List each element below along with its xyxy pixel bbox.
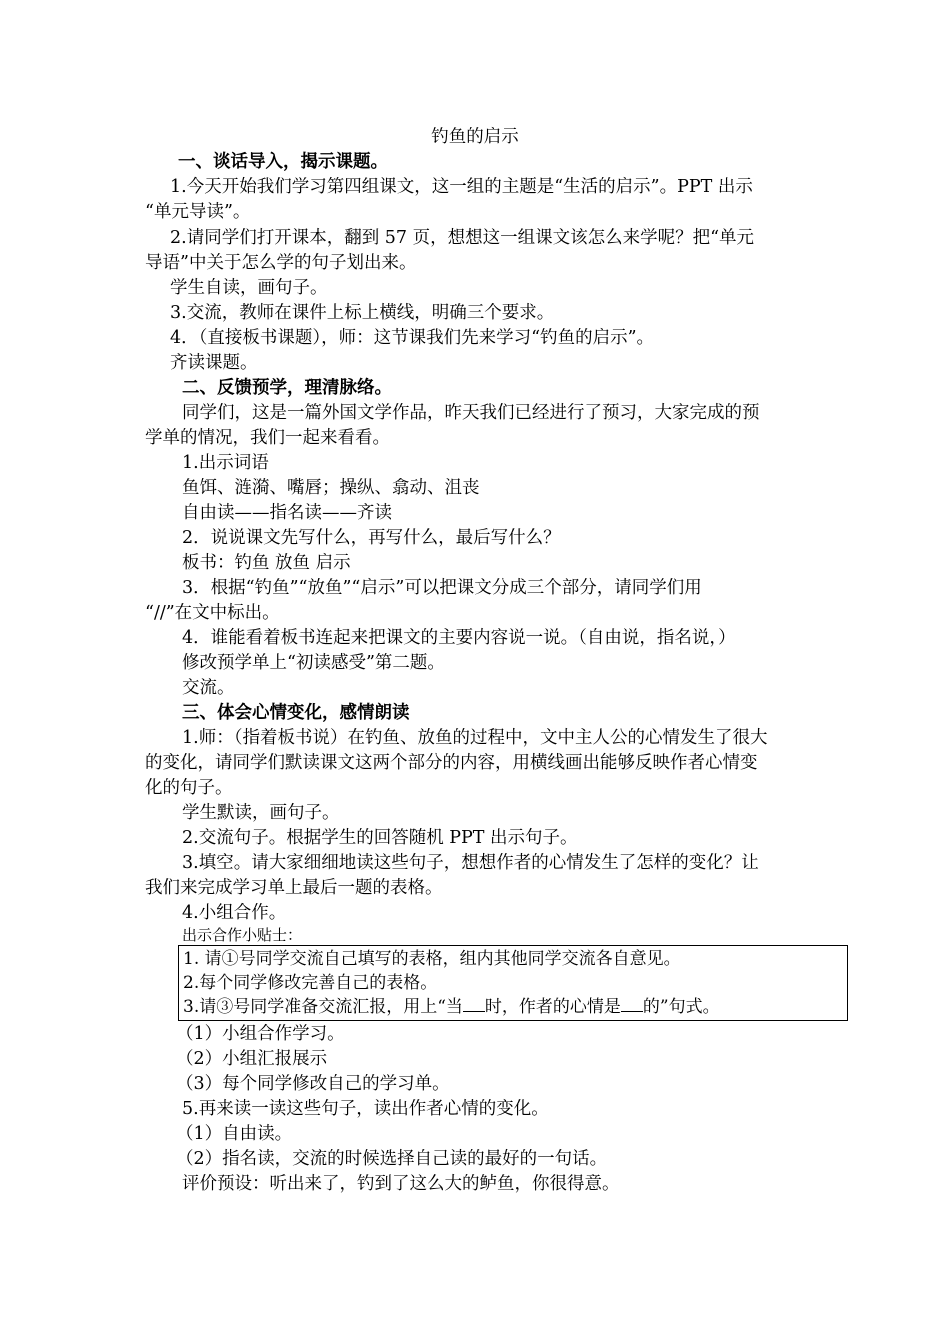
paragraph-line: 板书：钓鱼 放鱼 启示 [182, 553, 351, 573]
fill-blank [463, 995, 485, 1012]
paragraph-line: “//”在文中标出。 [145, 603, 280, 623]
tip-item-3-part-2: 时，作者的心情是 [484, 997, 621, 1017]
section-heading-1: 一、谈话导入，揭示课题。 [178, 152, 388, 172]
paragraph-line: 学生默读，画句子。 [182, 803, 340, 823]
paragraph-line: 5.再来读一读这些句子，读出作者心情的变化。 [182, 1099, 549, 1119]
paragraph-line: 鱼饵、涟漪、嘴唇；操纵、翕动、沮丧 [182, 478, 480, 498]
tip-item-2: 2.每个同学修改完善自己的表格。 [183, 973, 438, 993]
paragraph-line: 的变化，请同学们默读课文这两个部分的内容，用横线画出能够反映作者心情变 [145, 753, 758, 773]
tips-label: 出示合作小贴士： [182, 926, 303, 944]
paragraph-line: 2．说说课文先写什么，再写什么，最后写什么？ [182, 528, 561, 548]
tip-item-3-part-1: 3.请③号同学准备交流汇报，用上“当 [183, 997, 463, 1017]
paragraph-line: 学生自读，画句子。 [170, 278, 328, 298]
paragraph-line: 1.出示词语 [182, 453, 269, 473]
paragraph-line: 齐读课题。 [170, 353, 258, 373]
section-heading-3: 三、体会心情变化，感情朗读 [182, 703, 410, 723]
paragraph-line: 1.师：（指着板书说）在钓鱼、放鱼的过程中，文中主人公的心情发生了很大 [182, 728, 768, 748]
paragraph-line: 3.填空。请大家细细地读这些句子，想想作者的心情发生了怎样的变化？让 [182, 853, 759, 873]
paragraph-line: 化的句子。 [145, 778, 233, 798]
cooperation-tips-box [178, 945, 848, 1021]
paragraph-line: 我们来完成学习单上最后一题的表格。 [145, 878, 443, 898]
paragraph-line: （3）每个同学修改自己的学习单。 [176, 1074, 450, 1094]
paragraph-line: 交流。 [182, 678, 235, 698]
paragraph-line: 评价预设：听出来了，钓到了这么大的鲈鱼，你很得意。 [182, 1174, 620, 1194]
paragraph-line: （1）小组合作学习。 [176, 1024, 345, 1044]
paragraph-line: 2.交流句子。根据学生的回答随机 PPT 出示句子。 [182, 828, 578, 848]
paragraph-line: （1）自由读。 [176, 1124, 293, 1144]
paragraph-line: 4．（直接板书课题），师：这节课我们先来学习“钓鱼的启示”。 [170, 328, 655, 348]
paragraph-line: 自由读——指名读——齐读 [182, 503, 392, 523]
document-title: 钓鱼的启示 [431, 127, 519, 147]
paragraph-line: 4.小组合作。 [182, 903, 287, 923]
paragraph-line: 同学们，这是一篇外国文学作品，昨天我们已经进行了预习，大家完成的预 [182, 403, 760, 423]
fill-blank [621, 995, 643, 1012]
tip-item-3-part-3: 的”句式。 [642, 997, 720, 1017]
paragraph-line: （2）指名读，交流的时候选择自己读的最好的一句话。 [176, 1149, 608, 1169]
section-heading-2: 二、反馈预学，理清脉络。 [182, 378, 392, 398]
paragraph-line: 3.交流，教师在课件上标上横线，明确三个要求。 [170, 303, 555, 323]
tip-item-3 [183, 995, 720, 1019]
tip-item-1: 1. 请①号同学交流自己填写的表格，组内其他同学交流各自意见。 [183, 949, 681, 969]
paragraph-line: 3．根据“钓鱼”“放鱼”“启示”可以把课文分成三个部分，请同学们用 [182, 578, 702, 598]
paragraph-line: “单元导读”。 [145, 202, 251, 222]
paragraph-line: 2.请同学们打开课本，翻到 57 页，想想这一组课文该怎么来学呢？把“单元 [170, 228, 755, 248]
paragraph-line: （2）小组汇报展示 [176, 1049, 328, 1069]
paragraph-line: 学单的情况，我们一起来看看。 [145, 428, 390, 448]
paragraph-line: 修改预学单上“初读感受”第二题。 [182, 653, 445, 673]
paragraph-line: 1.今天开始我们学习第四组课文，这一组的主题是“生活的启示”。PPT 出示 [170, 177, 753, 197]
paragraph-line: 4．谁能看着板书连起来把课文的主要内容说一说。（自由说，指名说，） [182, 628, 736, 648]
paragraph-line: 导语”中关于怎么学的句子划出来。 [145, 253, 417, 273]
